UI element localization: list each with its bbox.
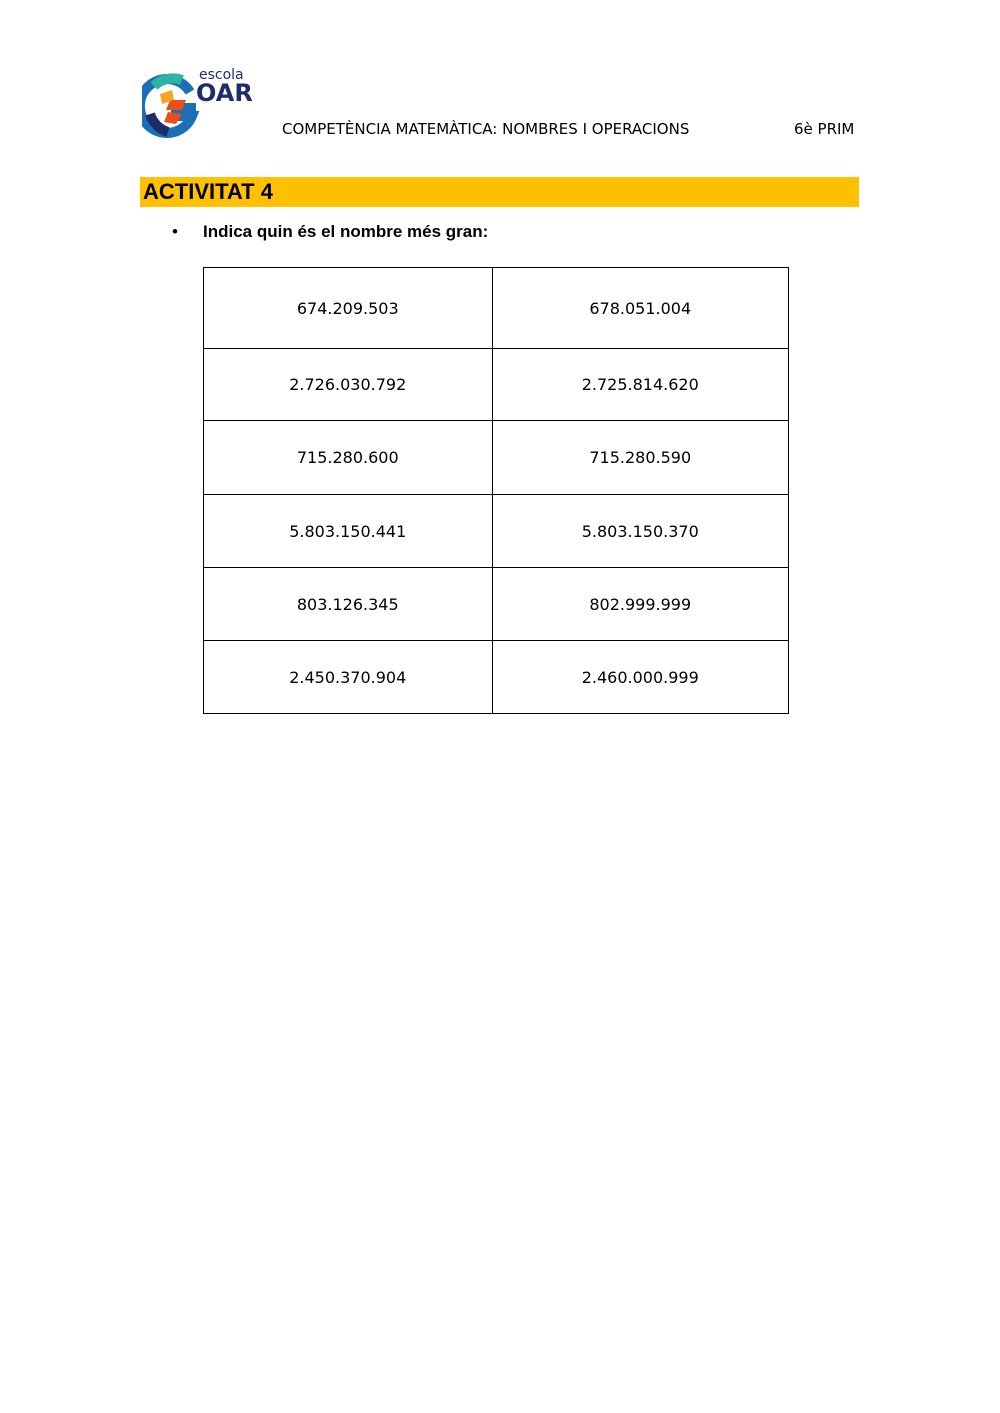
number-cell-left[interactable]: 2.450.370.904: [204, 641, 493, 714]
school-logo: [142, 64, 258, 138]
table-row: [204, 568, 789, 641]
logo-word-small: escola: [199, 67, 244, 83]
number-cell-left[interactable]: 803.126.345: [204, 568, 493, 641]
numbers-table: [203, 267, 789, 714]
number-cell-left[interactable]: 2.726.030.792: [204, 349, 493, 421]
page-header-grade: 6è PRIM: [794, 120, 855, 138]
table-row: [204, 268, 789, 349]
number-cell-left[interactable]: 674.209.503: [204, 268, 493, 349]
number-cell-right[interactable]: 5.803.150.370: [492, 495, 789, 568]
number-cell-right[interactable]: 678.051.004: [492, 268, 789, 349]
page-header-title: COMPETÈNCIA MATEMÀTICA: NOMBRES I OPERACIONS: [282, 120, 690, 138]
logo-g-mark: [142, 78, 196, 133]
table-row: [204, 421, 789, 495]
logo-word-big: OAR: [196, 79, 253, 107]
table-row: [204, 495, 789, 568]
number-cell-left[interactable]: 5.803.150.441: [204, 495, 493, 568]
number-cell-right[interactable]: 2.725.814.620: [492, 349, 789, 421]
number-cell-right[interactable]: 715.280.590: [492, 421, 789, 495]
table-row: [204, 641, 789, 714]
number-cell-right[interactable]: 2.460.000.999: [492, 641, 789, 714]
number-cell-left[interactable]: 715.280.600: [204, 421, 493, 495]
instruction-text: Indica quin és el nombre més gran:: [203, 222, 489, 241]
table-row: [204, 349, 789, 421]
number-cell-right[interactable]: 802.999.999: [492, 568, 789, 641]
bullet-icon: •: [172, 222, 178, 241]
activity-banner: [140, 177, 859, 207]
instruction-line: [172, 221, 488, 243]
activity-title: ACTIVITAT 4: [143, 179, 273, 204]
